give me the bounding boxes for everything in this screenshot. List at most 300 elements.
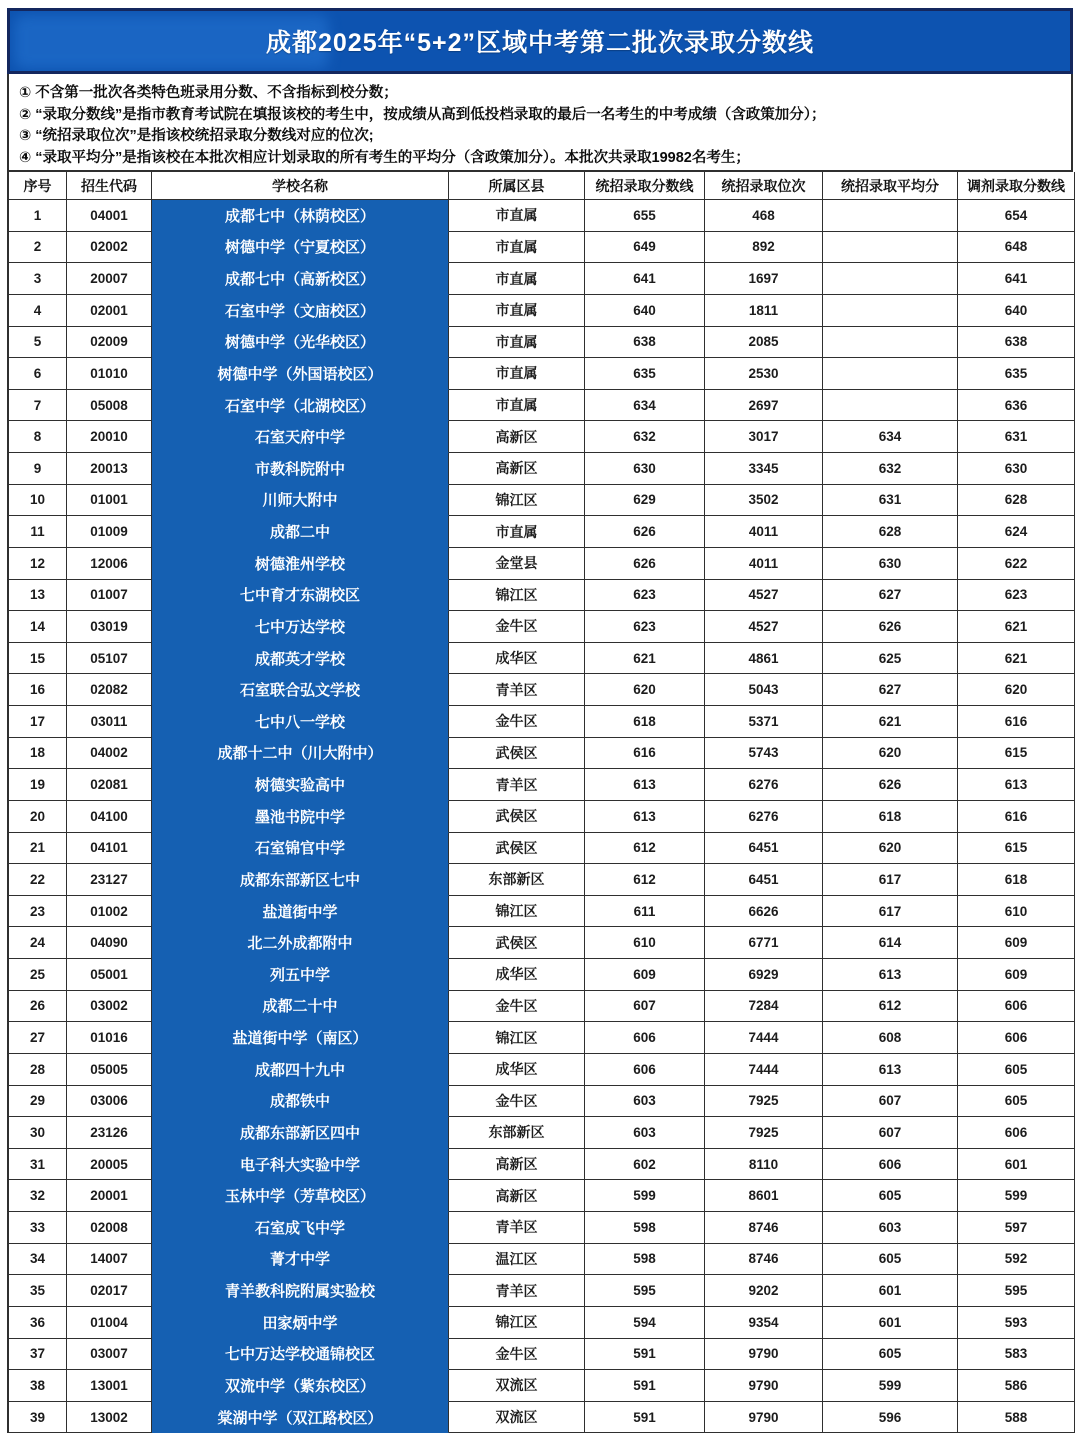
cell-code: 01002 [67, 896, 152, 928]
cell-district: 青羊区 [449, 674, 585, 706]
cell-average-score: 605 [823, 1339, 958, 1371]
table-row [9, 1307, 1073, 1339]
cell-cutoff-score: 634 [585, 390, 705, 422]
cell-adjust-score: 654 [958, 200, 1075, 232]
cell-no: 23 [9, 896, 67, 928]
cell-cutoff-rank: 7925 [705, 1117, 823, 1149]
cell-cutoff-score: 607 [585, 991, 705, 1023]
cell-average-score: 614 [823, 927, 958, 959]
cell-adjust-score: 609 [958, 927, 1075, 959]
cell-adjust-score: 622 [958, 548, 1075, 580]
cell-cutoff-rank: 8746 [705, 1212, 823, 1244]
cell-no: 22 [9, 864, 67, 896]
table-row [9, 1180, 1073, 1212]
cell-cutoff-rank: 5371 [705, 706, 823, 738]
cell-average-score: 607 [823, 1117, 958, 1149]
cell-district: 成华区 [449, 643, 585, 675]
page-title: 成都2025年“5+2”区域中考第二批次录取分数线 [265, 29, 815, 57]
table-row [9, 580, 1073, 612]
cell-cutoff-score: 613 [585, 801, 705, 833]
cell-school: 双流中学（紫东校区） [152, 1370, 449, 1402]
cell-district: 金牛区 [449, 611, 585, 643]
cell-district: 金堂县 [449, 548, 585, 580]
cell-district: 成华区 [449, 959, 585, 991]
cell-district: 高新区 [449, 421, 585, 453]
cell-no: 33 [9, 1212, 67, 1244]
cell-code: 02017 [67, 1275, 152, 1307]
cell-cutoff-score: 623 [585, 611, 705, 643]
cell-cutoff-rank: 8746 [705, 1244, 823, 1276]
cell-cutoff-score: 655 [585, 200, 705, 232]
cell-adjust-score: 593 [958, 1307, 1075, 1339]
cell-district: 东部新区 [449, 1117, 585, 1149]
cell-cutoff-score: 598 [585, 1244, 705, 1276]
cell-cutoff-rank: 5043 [705, 674, 823, 706]
cell-code: 01001 [67, 485, 152, 517]
cell-district: 武侯区 [449, 801, 585, 833]
cell-district: 武侯区 [449, 833, 585, 865]
cell-code: 02081 [67, 769, 152, 801]
cell-no: 4 [9, 295, 67, 327]
table-row [9, 706, 1073, 738]
cell-no: 31 [9, 1149, 67, 1181]
cell-no: 2 [9, 232, 67, 264]
cell-average-score: 605 [823, 1244, 958, 1276]
cell-average-score: 601 [823, 1275, 958, 1307]
table-row [9, 516, 1073, 548]
cell-school: 树德淮州学校 [152, 548, 449, 580]
cell-no: 28 [9, 1054, 67, 1086]
cell-cutoff-rank: 6276 [705, 801, 823, 833]
cell-adjust-score: 583 [958, 1339, 1075, 1371]
cell-district: 市直属 [449, 327, 585, 359]
cell-district: 锦江区 [449, 485, 585, 517]
cell-adjust-score: 624 [958, 516, 1075, 548]
table-row [9, 1370, 1073, 1402]
cell-average-score: 607 [823, 1086, 958, 1118]
cell-adjust-score: 601 [958, 1149, 1075, 1181]
cell-adjust-score: 606 [958, 1022, 1075, 1054]
cell-no: 34 [9, 1244, 67, 1276]
cell-district: 青羊区 [449, 769, 585, 801]
note-3: ③ “统招录取位次”是指该校统招录取分数线对应的位次; [19, 128, 374, 144]
cell-average-score: 608 [823, 1022, 958, 1054]
table-row [9, 1402, 1073, 1434]
cell-cutoff-score: 620 [585, 674, 705, 706]
cell-no: 18 [9, 738, 67, 770]
cell-no: 16 [9, 674, 67, 706]
cell-adjust-score: 616 [958, 706, 1075, 738]
cell-school: 菁才中学 [152, 1244, 449, 1276]
cell-no: 26 [9, 991, 67, 1023]
cell-adjust-score: 610 [958, 896, 1075, 928]
cell-code: 04090 [67, 927, 152, 959]
cell-adjust-score: 597 [958, 1212, 1075, 1244]
cell-no: 29 [9, 1086, 67, 1118]
cell-code: 02001 [67, 295, 152, 327]
cell-cutoff-rank: 8601 [705, 1180, 823, 1212]
cell-average-score: 625 [823, 643, 958, 675]
cell-no: 27 [9, 1022, 67, 1054]
cell-code: 02008 [67, 1212, 152, 1244]
cell-cutoff-rank: 892 [705, 232, 823, 264]
cell-no: 7 [9, 390, 67, 422]
table-row [9, 769, 1073, 801]
cell-cutoff-score: 595 [585, 1275, 705, 1307]
cell-school: 石室中学（文庙校区） [152, 295, 449, 327]
cell-district: 高新区 [449, 1180, 585, 1212]
cell-school: 树德中学（光华校区） [152, 327, 449, 359]
cell-cutoff-rank: 5743 [705, 738, 823, 770]
cell-average-score: 617 [823, 896, 958, 928]
cell-cutoff-score: 609 [585, 959, 705, 991]
cell-cutoff-score: 598 [585, 1212, 705, 1244]
cell-average-score: 620 [823, 833, 958, 865]
cell-cutoff-score: 623 [585, 580, 705, 612]
cell-district: 金牛区 [449, 706, 585, 738]
cell-district: 金牛区 [449, 1086, 585, 1118]
table-row [9, 1149, 1073, 1181]
cell-school: 成都十二中（川大附中） [152, 738, 449, 770]
cell-code: 01016 [67, 1022, 152, 1054]
cell-code: 02082 [67, 674, 152, 706]
table-row [9, 453, 1073, 485]
table-row [9, 263, 1073, 295]
cell-average-score: 601 [823, 1307, 958, 1339]
cell-adjust-score: 618 [958, 864, 1075, 896]
cell-adjust-score: 606 [958, 1117, 1075, 1149]
cell-adjust-score: 636 [958, 390, 1075, 422]
cell-no: 1 [9, 200, 67, 232]
table-row [9, 548, 1073, 580]
cell-code: 04002 [67, 738, 152, 770]
cell-no: 12 [9, 548, 67, 580]
cell-average-score: 634 [823, 421, 958, 453]
cell-district: 高新区 [449, 453, 585, 485]
cell-cutoff-score: 603 [585, 1117, 705, 1149]
title-banner [7, 8, 1073, 74]
cell-code: 01004 [67, 1307, 152, 1339]
cell-cutoff-score: 630 [585, 453, 705, 485]
cell-school: 川师大附中 [152, 485, 449, 517]
cell-no: 20 [9, 801, 67, 833]
table-row [9, 738, 1073, 770]
cell-district: 双流区 [449, 1370, 585, 1402]
cell-school: 田家炳中学 [152, 1307, 449, 1339]
cell-district: 市直属 [449, 295, 585, 327]
header-district: 所属区县 [449, 172, 585, 200]
cell-district: 市直属 [449, 232, 585, 264]
cell-cutoff-score: 611 [585, 896, 705, 928]
cell-cutoff-score: 602 [585, 1149, 705, 1181]
cell-district: 高新区 [449, 1149, 585, 1181]
cell-school: 电子科大实验中学 [152, 1149, 449, 1181]
table-row [9, 1339, 1073, 1371]
cell-cutoff-score: 649 [585, 232, 705, 264]
cell-no: 14 [9, 611, 67, 643]
cell-average-score: 626 [823, 769, 958, 801]
cell-school: 市教科院附中 [152, 453, 449, 485]
cell-cutoff-rank: 6929 [705, 959, 823, 991]
cell-average-score [823, 295, 958, 327]
cell-district: 市直属 [449, 390, 585, 422]
cell-cutoff-rank: 6451 [705, 833, 823, 865]
cell-school: 树德中学（宁夏校区） [152, 232, 449, 264]
table-row [9, 1086, 1073, 1118]
table-body [9, 200, 1073, 1433]
cell-district: 武侯区 [449, 927, 585, 959]
header-code: 招生代码 [67, 172, 152, 200]
cell-no: 15 [9, 643, 67, 675]
cell-cutoff-rank: 7444 [705, 1022, 823, 1054]
cell-school: 成都七中（林荫校区） [152, 200, 449, 232]
cell-code: 03002 [67, 991, 152, 1023]
table-row [9, 358, 1073, 390]
cell-adjust-score: 615 [958, 833, 1075, 865]
cell-cutoff-rank: 3017 [705, 421, 823, 453]
cell-average-score: 621 [823, 706, 958, 738]
cell-cutoff-rank: 7444 [705, 1054, 823, 1086]
cell-average-score: 620 [823, 738, 958, 770]
cell-adjust-score: 621 [958, 643, 1075, 675]
cell-average-score [823, 200, 958, 232]
table-row [9, 1244, 1073, 1276]
cell-average-score: 613 [823, 959, 958, 991]
cell-average-score: 596 [823, 1402, 958, 1434]
cell-district: 市直属 [449, 358, 585, 390]
note-4: ④ “录取平均分”是指该校在本批次相应计划录取的所有考生的平均分（含政策加分）。本批次共录取19982名考生； [19, 149, 750, 166]
cell-district: 锦江区 [449, 1307, 585, 1339]
cell-no: 35 [9, 1275, 67, 1307]
table-header-row [9, 172, 1073, 200]
cell-code: 20007 [67, 263, 152, 295]
header-cutoff-rank: 统招录取位次 [705, 172, 823, 200]
cell-district: 双流区 [449, 1402, 585, 1434]
cell-district: 温江区 [449, 1244, 585, 1276]
table-row [9, 1022, 1073, 1054]
cell-no: 13 [9, 580, 67, 612]
cell-school: 石室天府中学 [152, 421, 449, 453]
cell-cutoff-score: 613 [585, 769, 705, 801]
cell-adjust-score: 609 [958, 959, 1075, 991]
cell-no: 30 [9, 1117, 67, 1149]
cell-code: 20001 [67, 1180, 152, 1212]
cell-cutoff-score: 612 [585, 864, 705, 896]
cell-adjust-score: 628 [958, 485, 1075, 517]
cell-code: 12006 [67, 548, 152, 580]
cell-average-score [823, 358, 958, 390]
cell-school: 成都东部新区七中 [152, 864, 449, 896]
cell-cutoff-rank: 9202 [705, 1275, 823, 1307]
cell-cutoff-score: 616 [585, 738, 705, 770]
cell-code: 01007 [67, 580, 152, 612]
cell-cutoff-rank: 6626 [705, 896, 823, 928]
cell-school: 玉林中学（芳草校区） [152, 1180, 449, 1212]
cell-cutoff-score: 591 [585, 1339, 705, 1371]
header-cutoff-score: 统招录取分数线 [585, 172, 705, 200]
cell-district: 锦江区 [449, 1022, 585, 1054]
cell-no: 25 [9, 959, 67, 991]
cell-cutoff-rank: 6276 [705, 769, 823, 801]
note-1: ① 不含第一批次各类特色班录用分数、不含指标到校分数； [19, 85, 398, 101]
cell-school: 盐道街中学（南区） [152, 1022, 449, 1054]
cell-school: 青羊教科院附属实验校 [152, 1275, 449, 1307]
score-table [7, 170, 1073, 1433]
cell-no: 32 [9, 1180, 67, 1212]
cell-no: 38 [9, 1370, 67, 1402]
cell-average-score: 618 [823, 801, 958, 833]
cell-school: 成都四十九中 [152, 1054, 449, 1086]
cell-no: 5 [9, 327, 67, 359]
cell-cutoff-score: 594 [585, 1307, 705, 1339]
table-row [9, 611, 1073, 643]
cell-adjust-score: 638 [958, 327, 1075, 359]
table-row [9, 801, 1073, 833]
cell-average-score: 603 [823, 1212, 958, 1244]
table-row [9, 1117, 1073, 1149]
cell-adjust-score: 606 [958, 991, 1075, 1023]
cell-code: 05001 [67, 959, 152, 991]
cell-cutoff-rank: 9790 [705, 1402, 823, 1434]
cell-school: 石室联合弘文学校 [152, 674, 449, 706]
cell-cutoff-score: 626 [585, 548, 705, 580]
cell-cutoff-score: 618 [585, 706, 705, 738]
cell-no: 10 [9, 485, 67, 517]
cell-average-score [823, 327, 958, 359]
cell-cutoff-rank: 8110 [705, 1149, 823, 1181]
cell-code: 01010 [67, 358, 152, 390]
cell-no: 9 [9, 453, 67, 485]
cell-cutoff-score: 641 [585, 263, 705, 295]
cell-school: 盐道街中学 [152, 896, 449, 928]
cell-cutoff-score: 606 [585, 1054, 705, 1086]
cell-cutoff-score: 640 [585, 295, 705, 327]
cell-average-score: 599 [823, 1370, 958, 1402]
cell-cutoff-rank: 9790 [705, 1370, 823, 1402]
cell-adjust-score: 615 [958, 738, 1075, 770]
cell-adjust-score: 641 [958, 263, 1075, 295]
cell-average-score: 612 [823, 991, 958, 1023]
table-row [9, 959, 1073, 991]
table-row [9, 327, 1073, 359]
cell-code: 20010 [67, 421, 152, 453]
cell-code: 23127 [67, 864, 152, 896]
cell-cutoff-rank: 3502 [705, 485, 823, 517]
cell-cutoff-rank: 1811 [705, 295, 823, 327]
cell-average-score: 631 [823, 485, 958, 517]
cell-school: 石室成飞中学 [152, 1212, 449, 1244]
cell-no: 3 [9, 263, 67, 295]
cell-school: 成都铁中 [152, 1086, 449, 1118]
cell-cutoff-score: 621 [585, 643, 705, 675]
cell-average-score [823, 390, 958, 422]
cell-adjust-score: 648 [958, 232, 1075, 264]
cell-code: 04101 [67, 833, 152, 865]
cell-code: 13001 [67, 1370, 152, 1402]
cell-cutoff-score: 591 [585, 1370, 705, 1402]
cell-district: 武侯区 [449, 738, 585, 770]
cell-school: 七中八一学校 [152, 706, 449, 738]
table-row [9, 232, 1073, 264]
cell-adjust-score: 635 [958, 358, 1075, 390]
cell-cutoff-score: 629 [585, 485, 705, 517]
cell-code: 04100 [67, 801, 152, 833]
cell-adjust-score: 623 [958, 580, 1075, 612]
cell-district: 金牛区 [449, 1339, 585, 1371]
cell-adjust-score: 620 [958, 674, 1075, 706]
cell-no: 17 [9, 706, 67, 738]
cell-code: 02009 [67, 327, 152, 359]
cell-cutoff-score: 635 [585, 358, 705, 390]
cell-cutoff-rank: 9790 [705, 1339, 823, 1371]
cell-average-score [823, 263, 958, 295]
cell-code: 03007 [67, 1339, 152, 1371]
cell-school: 成都七中（高新校区） [152, 263, 449, 295]
table-row [9, 295, 1073, 327]
cell-district: 青羊区 [449, 1275, 585, 1307]
cell-cutoff-rank: 2530 [705, 358, 823, 390]
cell-cutoff-rank: 3345 [705, 453, 823, 485]
cell-school: 墨池书院中学 [152, 801, 449, 833]
cell-average-score: 606 [823, 1149, 958, 1181]
cell-adjust-score: 613 [958, 769, 1075, 801]
cell-cutoff-rank: 4527 [705, 580, 823, 612]
cell-cutoff-rank: 9354 [705, 1307, 823, 1339]
cell-cutoff-rank: 4011 [705, 516, 823, 548]
cell-no: 8 [9, 421, 67, 453]
cell-adjust-score: 586 [958, 1370, 1075, 1402]
cell-adjust-score: 595 [958, 1275, 1075, 1307]
cell-code: 03006 [67, 1086, 152, 1118]
cell-code: 05008 [67, 390, 152, 422]
cell-cutoff-rank: 7925 [705, 1086, 823, 1118]
cell-district: 锦江区 [449, 580, 585, 612]
cell-code: 23126 [67, 1117, 152, 1149]
table-row [9, 200, 1073, 232]
table-row [9, 485, 1073, 517]
cell-cutoff-rank: 2697 [705, 390, 823, 422]
cell-cutoff-rank: 7284 [705, 991, 823, 1023]
cell-average-score: 613 [823, 1054, 958, 1086]
cell-cutoff-rank: 468 [705, 200, 823, 232]
cell-adjust-score: 616 [958, 801, 1075, 833]
cell-average-score: 605 [823, 1180, 958, 1212]
cell-cutoff-score: 632 [585, 421, 705, 453]
cell-school: 树德实验高中 [152, 769, 449, 801]
cell-adjust-score: 588 [958, 1402, 1075, 1434]
cell-cutoff-score: 610 [585, 927, 705, 959]
cell-adjust-score: 630 [958, 453, 1075, 485]
cell-cutoff-rank: 4011 [705, 548, 823, 580]
cell-district: 成华区 [449, 1054, 585, 1086]
cell-adjust-score: 605 [958, 1086, 1075, 1118]
note-2: ② “录取分数线”是指市教育考试院在填报该校的考生中，按成绩从高到低投档录取的最后一名考生的中考成绩（含政策加分）； [19, 106, 826, 123]
cell-cutoff-rank: 6451 [705, 864, 823, 896]
cell-cutoff-rank: 4861 [705, 643, 823, 675]
cell-code: 13002 [67, 1402, 152, 1434]
cell-code: 03011 [67, 706, 152, 738]
cell-district: 东部新区 [449, 864, 585, 896]
cell-cutoff-rank: 4527 [705, 611, 823, 643]
cell-cutoff-rank: 6771 [705, 927, 823, 959]
table-row [9, 991, 1073, 1023]
cell-average-score [823, 232, 958, 264]
cell-school: 七中育才东湖校区 [152, 580, 449, 612]
cell-school: 七中万达学校 [152, 611, 449, 643]
cell-no: 39 [9, 1402, 67, 1434]
cell-cutoff-score: 591 [585, 1402, 705, 1434]
cell-school: 七中万达学校通锦校区 [152, 1339, 449, 1371]
